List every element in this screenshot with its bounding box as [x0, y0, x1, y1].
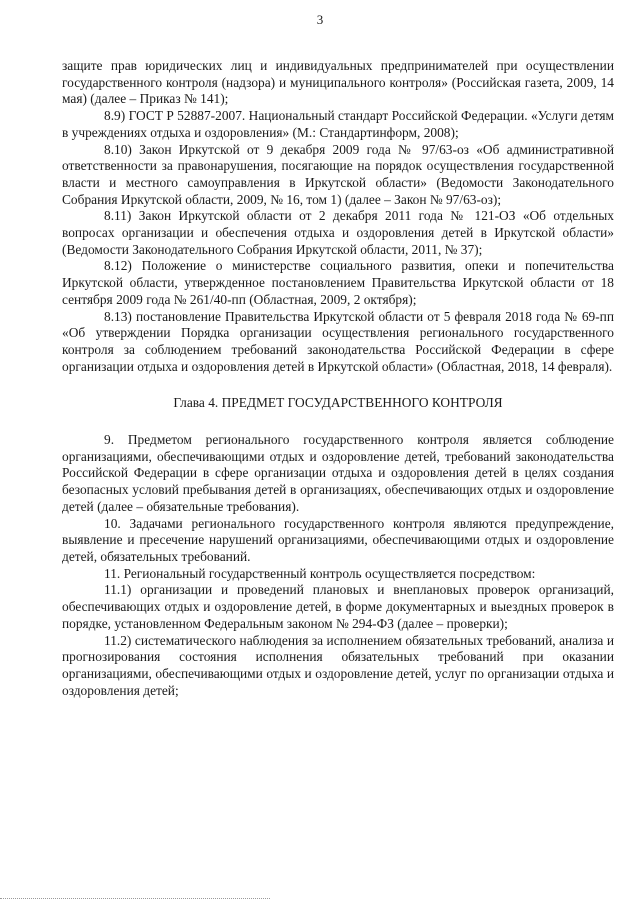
paragraph-9: 9. Предметом регионального государственного контроля является соблюдение организациями, обеспечивающими отдых и оздоровление детей, требований законодательства Российской Федерации в сфере организации отдыха и оздоровления детей в целях создания безопасных условий пребывания детей в организациях, обеспечивающих отдых и оздоровление детей (далее – обязательные требования).: [62, 432, 614, 514]
paragraph-8-13: 8.13) постановление Правительства Иркутской области от 5 февраля 2018 года № 69-пп «Об утверждении Порядка организации осуществления регионального государственного контроля за соблюдением требований законодательства Российской Федерации в сфере организации отдыха и оздоровления детей в Иркутской области» (Областная, 2018, 14 февраля).: [62, 308, 614, 374]
paragraph-11: 11. Региональный государственный контроль осуществляется посредством:: [104, 565, 536, 581]
paragraph-continuation: защите прав юридических лиц и индивидуальных предпринимателей при осуществлении государственного контроля (надзора) и муниципального контроля» (Российская газета, 2009, 14 мая) (далее – Приказ № 141);: [62, 58, 614, 107]
paragraph-8-9: 8.9) ГОСТ Р 52887-2007. Национальный стандарт Российской Федерации. «Услуги детям в учреждениях отдыха и оздоровления» (М.: Стандартинформ, 2008);: [62, 108, 614, 140]
paragraph-8-10: 8.10) Закон Иркутской от 9 декабря 2009 года № 97/63-оз «Об административной ответственности за правонарушения, посягающие на порядок осуществления государственной власти и местного самоуправления в Иркутской области» (Ведомости Законодательного Собрания Иркутской области, 2009, № 16, том 1) (далее – Закон № 97/63-оз);: [62, 141, 614, 207]
paragraph-10: 10. Задачами регионального государственного контроля являются предупреждение, выявление и пресечение нарушений организациями, обеспечивающими отдых и оздоровление детей, обязательных требований.: [62, 515, 614, 564]
footer-dotted-line: [0, 898, 270, 899]
paragraph-8-12: 8.12) Положение о министерстве социального развития, опеки и попечительства Иркутской области, утвержденное постановлением Правительства Иркутской области от 18 сентября 2009 года № 261/40-пп (Областная, 2009, 2 октября);: [62, 258, 614, 307]
chapter-heading: Глава 4. ПРЕДМЕТ ГОСУДАРСТВЕННОГО КОНТРОЛЯ: [173, 395, 503, 411]
page-number: 3: [316, 12, 324, 27]
document-body: [62, 58, 614, 699]
paragraph-8-11: 8.11) Закон Иркутской области от 2 декабря 2011 года № 121-ОЗ «Об отдельных вопросах организации и обеспечения отдыха и оздоровления детей в Иркутской области» (Ведомости Законодательного Собрания Иркутской области, 2011, № 37);: [62, 208, 614, 257]
paragraph-11-2: 11.2) систематического наблюдения за исполнением обязательных требований, анализа и прогнозирования состояния исполнения обязательных требований при оказании организациями, обеспечивающими отдых и оздоровление детей, услуг по организации отдыха и оздоровления детей;: [62, 632, 614, 698]
paragraph-11-1: 11.1) организации и проведений плановых и внеплановых проверок организаций, обеспечивающих отдых и оздоровление детей, в форме документарных и выездных проверок в порядке, установленном Федеральным законом № 294-ФЗ (далее – проверки);: [62, 582, 614, 631]
